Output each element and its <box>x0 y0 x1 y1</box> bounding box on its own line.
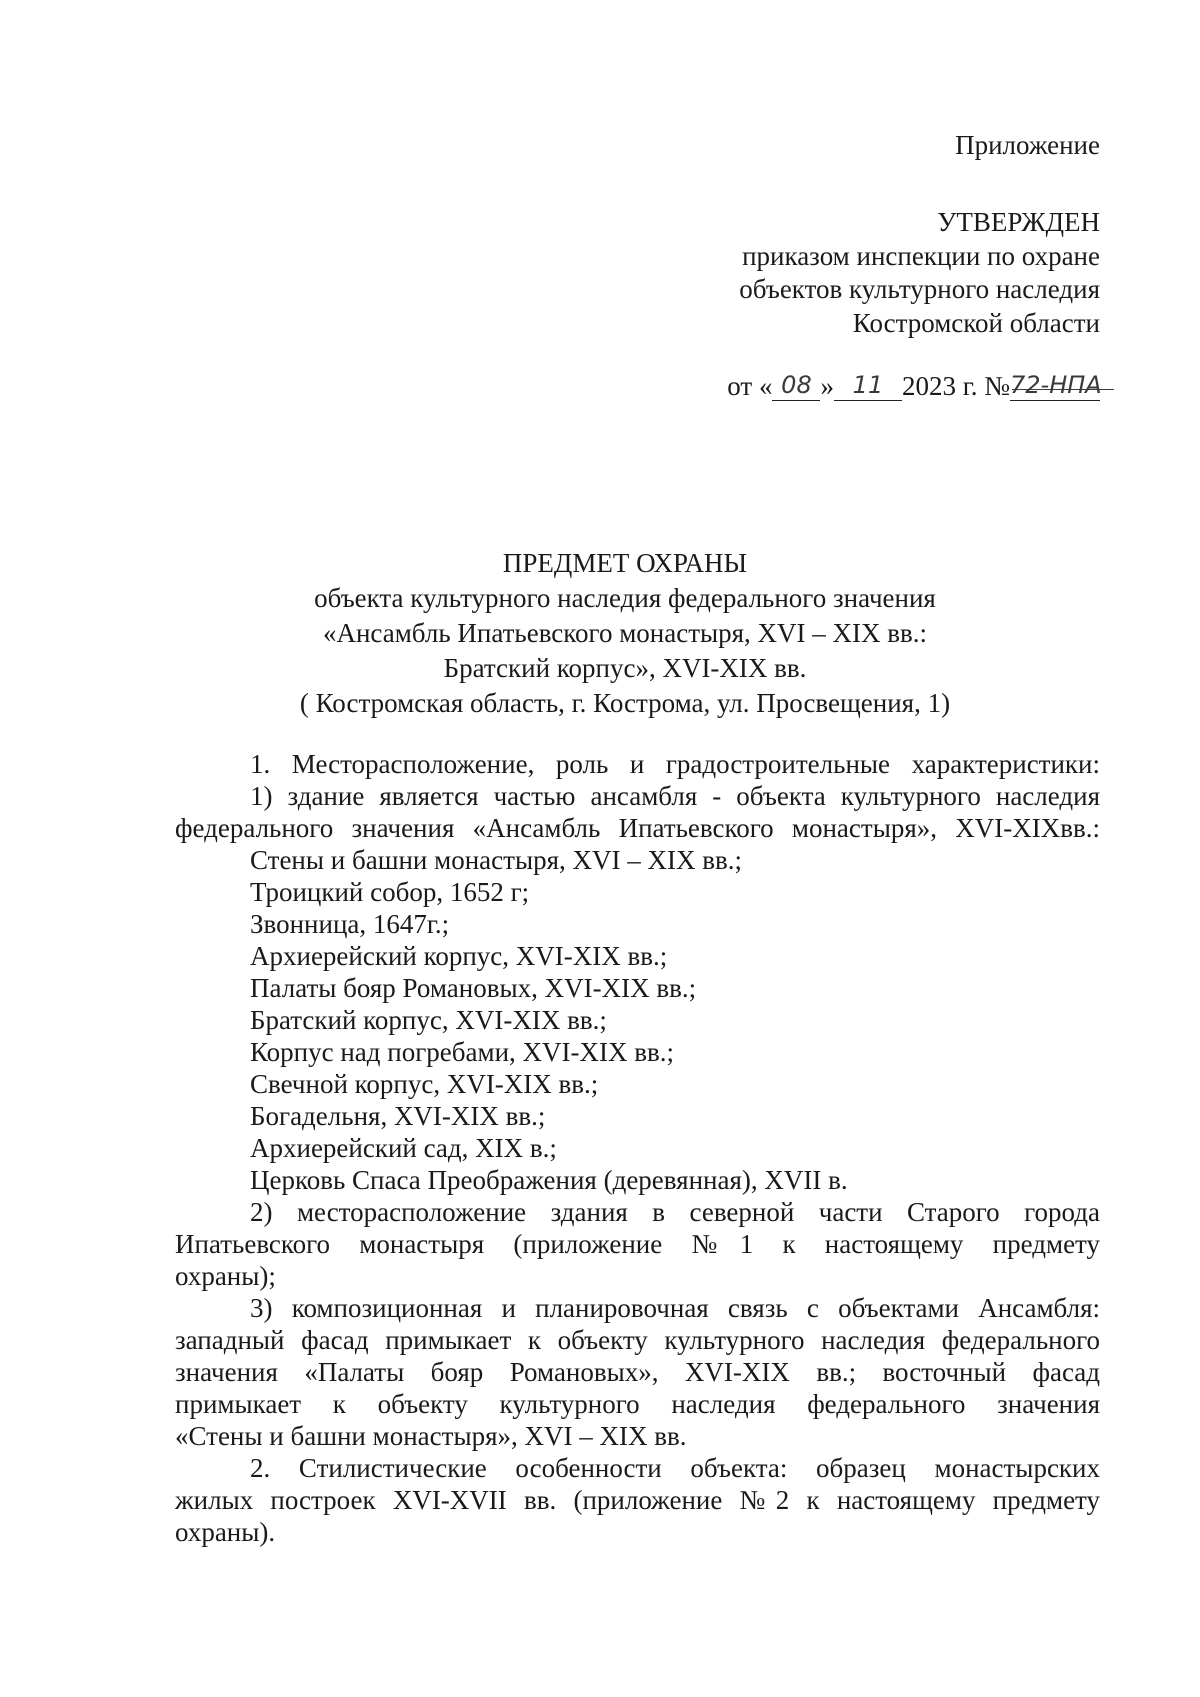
approved-line-3: Костромской области <box>852 307 1100 338</box>
item-3-line-4: примыкает к объекту культурного наследия федерального значения <box>175 1389 1100 1419</box>
order-number-handwritten: 72-НПА <box>1010 370 1100 401</box>
section-2-line-2: жилых построек XVI-XVII вв. (приложение №2 к настоящему предмету <box>175 1485 1100 1515</box>
ensemble-object: Троицкий собор, 1652 г; <box>250 877 530 907</box>
item-2-line-1: 2) месторасположение здания в северной части Старого города <box>250 1197 1100 1227</box>
date-prefix: от « <box>727 371 773 401</box>
ensemble-object: Корпус над погребами, XVI-XIX вв.; <box>250 1037 674 1067</box>
item-2-line-3: охраны); <box>175 1261 276 1291</box>
item-1-line-1: 1) здание является частью ансамбля - объекта культурного наследия <box>250 781 1100 811</box>
title-line-2: «Ансамбль Ипатьевского монастыря, XVI – XIX вв.: <box>322 618 928 648</box>
ensemble-object: Архиерейский корпус, XVI-XIX вв.; <box>250 941 668 971</box>
title-line-1: объекта культурного наследия федерального значения <box>314 583 936 613</box>
date-year: 2023 г. № <box>901 371 1010 401</box>
item-3-line-3: значения «Палаты бояр Романовых», XVI-XIX вв.; восточный фасад <box>175 1357 1100 1387</box>
item-2-line-2: Ипатьевского монастыря (приложение №1 к настоящему предмету <box>175 1229 1100 1259</box>
document-body <box>175 748 1100 1548</box>
section-2-line-1: 2. Стилистические особенности объекта: образец монастырских <box>250 1453 1100 1483</box>
approved-line-2: объектов культурного наследия <box>739 274 1100 304</box>
strike-line <box>1012 389 1114 390</box>
section-1-heading: 1. Месторасположение, роль и градостроительные характеристики: <box>250 749 1100 779</box>
order-date-line <box>727 368 1100 404</box>
ensemble-object: Свечной корпус, XVI-XIX вв.; <box>250 1069 599 1099</box>
appendix-label: Приложение <box>955 130 1100 160</box>
item-3-line-2: западный фасад примыкает к объекту культурного наследия федерального <box>175 1325 1100 1355</box>
ensemble-object: Звонница, 1647г.; <box>250 909 450 939</box>
title-block <box>150 546 1100 721</box>
document-title: ПРЕДМЕТ ОХРАНЫ <box>502 548 748 578</box>
date-day-handwritten: 08 <box>772 370 820 401</box>
section-2-line-3: охраны). <box>175 1517 276 1547</box>
ensemble-object: Братский корпус, XVI-XIX вв.; <box>250 1005 607 1035</box>
ensemble-object: Стены и башни монастыря, XVI – XIX вв.; <box>250 845 742 875</box>
ensemble-object: Богадельня, XVI-XIX вв.; <box>250 1101 546 1131</box>
title-line-3: Братский корпус», XVI-XIX вв. <box>443 653 807 683</box>
approval-block <box>739 206 1100 340</box>
date-month-handwritten: 11 <box>834 370 902 401</box>
ensemble-object: Архиерейский сад, XIX в.; <box>250 1133 557 1163</box>
ensemble-object: Церковь Спаса Преображения (деревянная), XVII в. <box>250 1165 848 1195</box>
item-3-line-5: «Стены и башни монастыря», XVI – XIX вв. <box>175 1421 687 1451</box>
title-line-4: ( Костромская область, г. Кострома, ул. Просвещения, 1) <box>299 688 951 718</box>
item-1-line-2: федерального значения «Ансамбль Ипатьевского монастыря», XVI-XIXвв.: <box>175 813 1100 843</box>
ensemble-object: Палаты бояр Романовых, XVI-XIX вв.; <box>250 973 697 1003</box>
approved-label: УТВЕРЖДЕН <box>937 207 1100 237</box>
approved-line-1: приказом инспекции по охране <box>742 240 1100 271</box>
date-quote-close: » <box>820 371 834 401</box>
item-3-line-1: 3) композиционная и планировочная связь с объектами Ансамбля: <box>250 1293 1100 1323</box>
